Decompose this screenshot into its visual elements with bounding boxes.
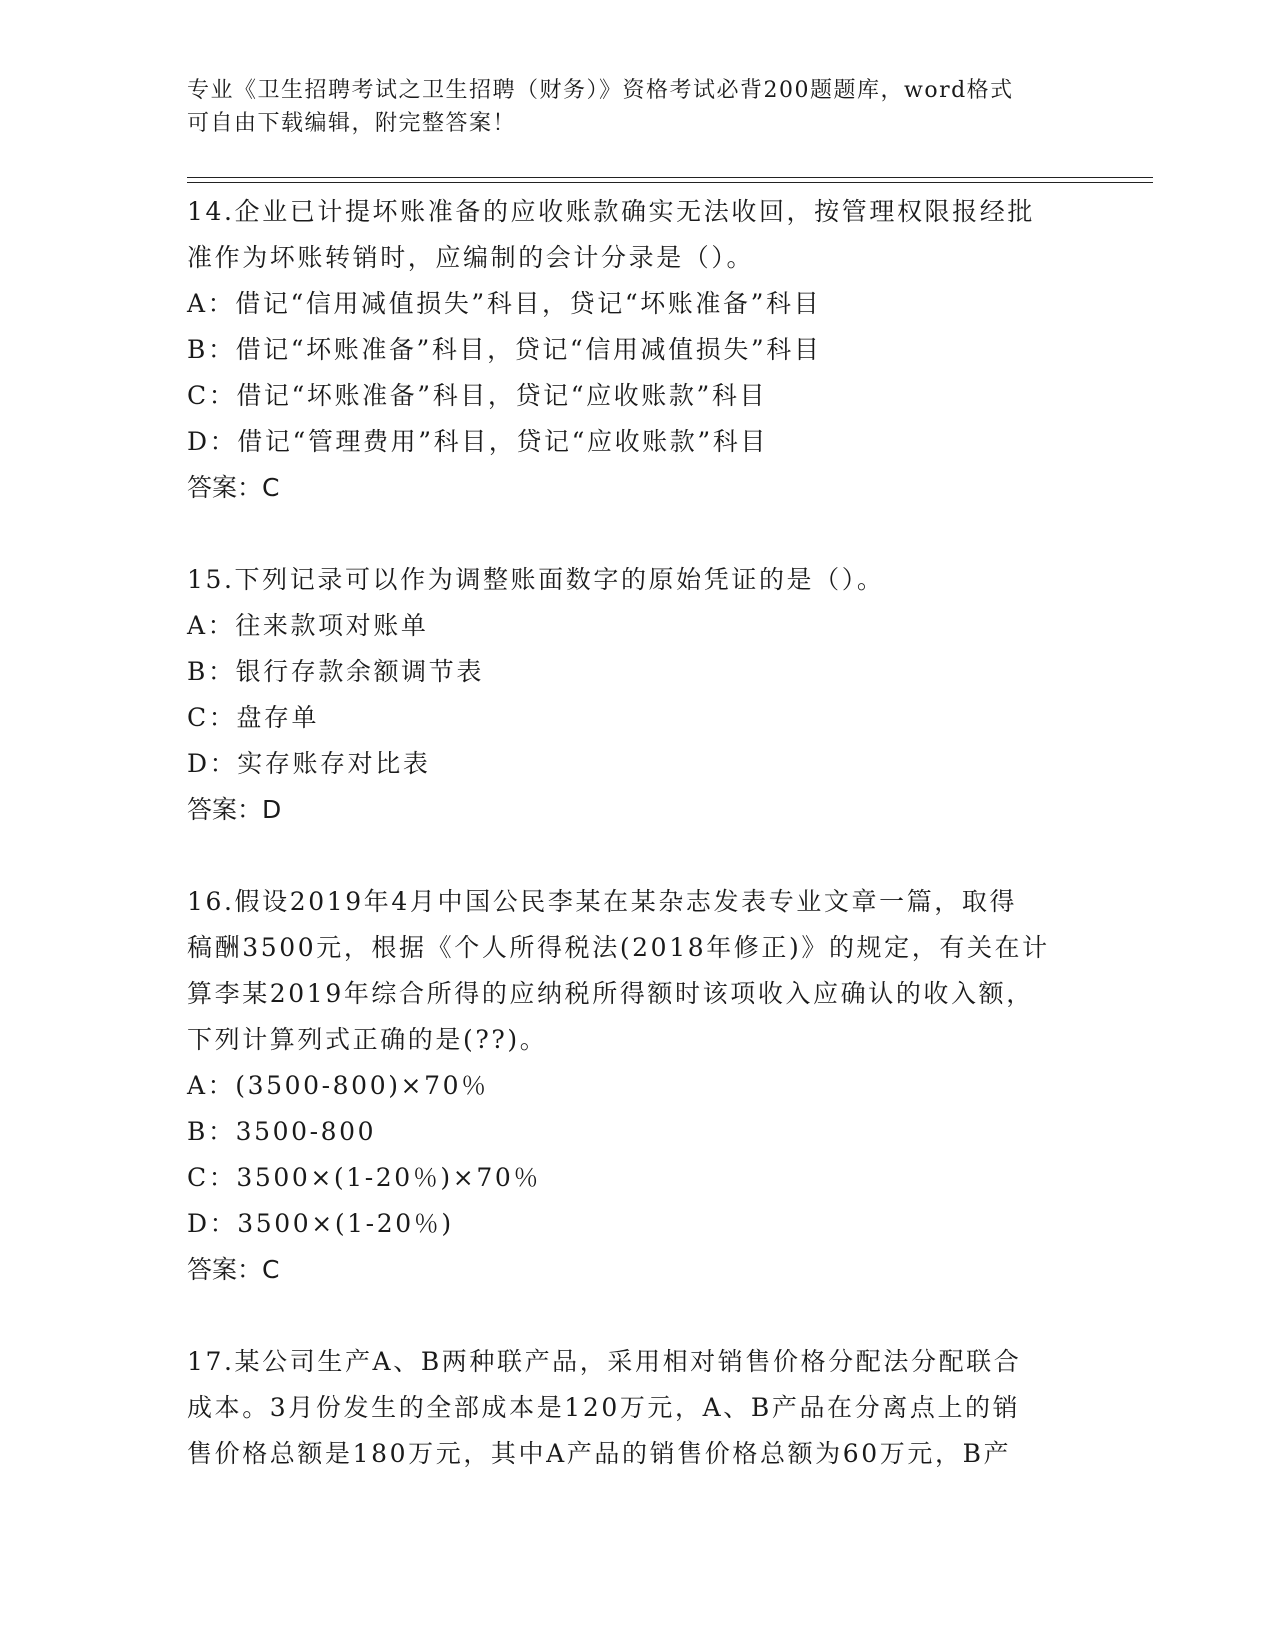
document-header [187,74,1067,140]
option-d: D：借记“管理费用”科目，贷记“应收账款”科目 [187,427,768,456]
question-spacer [187,1293,1087,1339]
header-divider-bottom [187,182,1153,183]
question-16 [187,879,1087,1293]
option-b: B：借记“坏账准备”科目，贷记“信用减值损失”科目 [187,335,822,364]
answer-line: 答案：C [187,473,280,502]
question-17 [187,1339,1087,1477]
option-a: A：往来款项对账单 [187,611,429,640]
question-stem-line: 算李某2019年综合所得的应纳税所得额时该项收入应确认的收入额， [187,979,1034,1008]
header-line-2: 可自由下载编辑，附完整答案！ [187,111,517,136]
answer-line: 答案：D [187,795,282,824]
question-stem-line: 售价格总额是180万元，其中A产品的销售价格总额为60万元，B产 [187,1439,1012,1468]
question-list [187,189,1087,1477]
option-b: B：银行存款余额调节表 [187,657,484,686]
option-d: D：实存账存对比表 [187,749,431,778]
header-line-1: 专业《卫生招聘考试之卫生招聘（财务）》资格考试必背200题题库，word格式 [187,78,1014,103]
option-c: C：3500×(1-20％)×70％ [187,1163,541,1192]
option-c: C：借记“坏账准备”科目，贷记“应收账款”科目 [187,381,768,410]
question-spacer [187,511,1087,557]
question-stem-line: 14.企业已计提坏账准备的应收账款确实无法收回，按管理权限报经批 [187,197,1035,226]
question-stem-line: 稿酬3500元，根据《个人所得税法(2018年修正)》的规定，有关在计 [187,933,1050,962]
option-a: A：借记“信用减值损失”科目，贷记“坏账准备”科目 [187,289,822,318]
question-stem-line: 成本。3月份发生的全部成本是120万元，A、B产品在分离点上的销 [187,1393,1021,1422]
question-stem-line: 17.某公司生产A、B两种联产品，采用相对销售价格分配法分配联合 [187,1347,1022,1376]
option-a: A：(3500-800)×70％ [187,1071,489,1100]
option-d: D：3500×(1-20％) [187,1209,454,1238]
question-spacer [187,833,1087,879]
question-14 [187,189,1087,511]
question-stem-line: 准作为坏账转销时，应编制的会计分录是（）。 [187,243,755,272]
option-b: B：3500-800 [187,1117,377,1146]
answer-line: 答案：C [187,1255,280,1284]
question-15 [187,557,1087,833]
question-stem-line: 16.假设2019年4月中国公民李某在某杂志发表专业文章一篇，取得 [187,887,1018,916]
question-stem-line: 下列计算列式正确的是(??)。 [187,1025,548,1054]
header-divider-top [187,177,1153,178]
option-c: C：盘存单 [187,703,320,732]
question-stem-line: 15.下列记录可以作为调整账面数字的原始凭证的是（）。 [187,565,885,594]
